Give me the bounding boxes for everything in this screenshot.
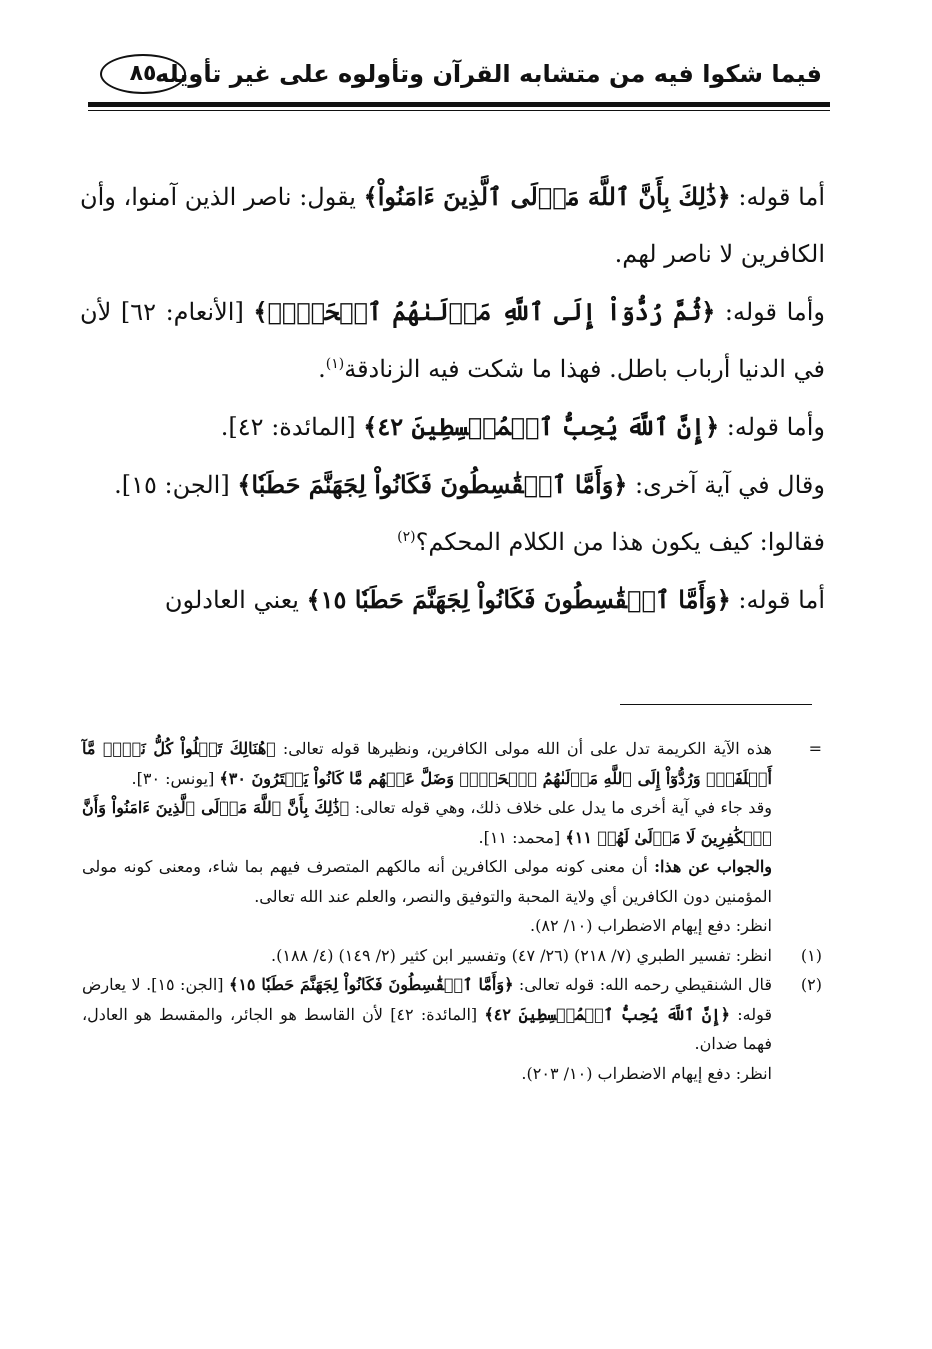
quran-quote: ﴿وَأَمَّا ٱلۡقَٰسِطُونَ فَكَانُواْ لِجَهَنَّمَ حَطَبٗا﴾ — [237, 470, 628, 499]
footnote-reference[interactable]: (٢) — [397, 529, 416, 545]
text-run: وقال في آية آخرى: — [627, 471, 825, 499]
body-paragraph — [80, 514, 825, 571]
text-run: انظر: دفع إيهام الاضطراب (١٠/ ٨٢). — [530, 916, 772, 935]
text-run: . — [318, 355, 326, 383]
running-title: فيما شكوا فيه من متشابه القرآن وتأولوه على غير تأويله — [155, 60, 822, 88]
header-rule-thin — [88, 110, 830, 111]
footnote-continuation — [82, 911, 822, 941]
text-run: أما قوله: — [730, 586, 825, 614]
footnote-continuation — [82, 793, 822, 852]
text-run: انظر: دفع إيهام الاضطراب (١٠/ ٢٠٣). — [521, 1063, 772, 1083]
text-run: فقالوا: كيف يكون هذا من الكلام المحكم؟ — [415, 528, 825, 556]
quran-quote: ﴿وَأَمَّا ٱلۡقَٰسِطُونَ فَكَانُواْ لِجَهَنَّمَ حَطَبٗا ١٥﴾ — [306, 585, 731, 614]
text-run: أما قوله: — [730, 183, 826, 211]
body-paragraph — [80, 168, 825, 283]
footnotes — [82, 734, 822, 1088]
text-run: [المائدة: ٤٢]. — [220, 413, 364, 441]
footnote-continuation — [82, 734, 822, 793]
footnote — [82, 941, 822, 971]
continuation-marker: = — [808, 739, 822, 758]
footnote-marker: (٢) — [800, 975, 822, 994]
text-run: [الجن: ١٥]. لا يعارض قوله: — [82, 975, 773, 1024]
footnote-reference[interactable]: (١) — [325, 356, 345, 372]
quran-quote: ﴿وَأَمَّا ٱلۡقَٰسِطُونَ فَكَانُواْ لِجَهَنَّمَ حَطَبٗا ١٥﴾ — [228, 975, 514, 994]
footnote — [82, 1059, 822, 1089]
text-run: انظر: تفسير الطبري (٧/ ٢١٨) (٢٦/ ٤٧) وتفسير ابن كثير (٢/ ١٤٩) (٤/ ١٨٨). — [271, 945, 772, 965]
body-paragraph — [80, 398, 825, 456]
text-run: أن معنى كونه مولى الكافرين أنه مالكهم المتصرف فيهم بما شاء، ومعنى كونه مولى المؤمنين دون الكافرين أي ولاية المحبة والتوفيق والنصر، والعلم عند الله تعالى. — [82, 857, 772, 906]
body-paragraph — [80, 456, 825, 514]
quran-quote: ﴿إِنَّ ٱللَّهَ يُحِبُّ ٱلۡمُقۡسِطِينَ ٤٢﴾ — [363, 412, 720, 441]
main-text — [80, 168, 825, 629]
footnote-continuation — [82, 852, 822, 911]
page-number: ٨٥ — [100, 54, 186, 94]
body-paragraph — [80, 283, 825, 398]
text-run: [محمد: ١١]. — [478, 827, 566, 847]
text-run: [الأنعام: ٦٢] لأن في الدنيا أرباب باطل. فهذا ما شكت فيه الزنادقة — [80, 298, 825, 383]
body-paragraph — [80, 571, 825, 629]
text-run: وأما قوله: — [715, 298, 826, 326]
quran-quote: ﴿ذَٰلِكَ بِأَنَّ ٱللَّهَ مَوۡلَى ٱلَّذِينَ ءَامَنُواْ﴾ — [363, 182, 731, 211]
header-rule-thick — [88, 102, 830, 107]
quran-quote: ﴿ذَٰلِكَ بِأَنَّ ٱللَّهَ مَوۡلَى ٱلَّذِينَ ءَامَنُواْ وَأَنَّ ٱلۡكَٰفِرِينَ لَا مَوۡلَىٰ لَهُمۡ ١١﴾ — [82, 798, 772, 847]
quran-quote: والجواب عن هذا: — [654, 857, 773, 876]
footnote-marker: (١) — [800, 945, 822, 965]
quran-quote: ﴿هُنَالِكَ تَبۡلُواْ كُلُّ نَفۡسٖ مَّآ أَسۡلَفَتۡۚ وَرُدُّوٓاْ إِلَى ٱللَّهِ مَوۡلَىٰهُمُ ٱلۡحَقِّۖ وَضَلَّ عَنۡهُم مَّا كَانُواْ يَفۡتَرُونَ ٣٠﴾ — [82, 739, 772, 788]
page-header — [88, 52, 830, 112]
text-run: [يونس: ٣٠]. — [131, 768, 220, 788]
text-run: يعني العادلون — [164, 586, 307, 614]
footnote-separator — [620, 704, 812, 705]
quran-quote: ﴿ثُمَّ رُدُّوٓاْ إِلَى ٱللَّهِ مَوۡلَىٰهُمُ ٱلۡحَقِّۚ﴾ — [253, 297, 716, 326]
text-run: يقول: ناصر الذين آمنوا، وأن الكافرين لا ناصر لهم. — [80, 183, 825, 268]
text-run: قال الشنقيطي رحمه الله: قوله تعالى: — [513, 975, 773, 994]
text-run: وقد جاء في آية أخرى ما يدل على خلاف ذلك، وهي قوله تعالى: — [349, 798, 772, 817]
text-run: هذه الآية الكريمة تدل على أن الله مولى الكافرين، ونظيرها قوله تعالى: — [275, 739, 772, 758]
text-run: [الجن: ١٥]. — [114, 471, 238, 499]
footnote — [82, 970, 822, 1059]
quran-quote: ﴿إِنَّ ٱللَّهَ يُحِبُّ ٱلۡمُقۡسِطِينَ ٤٢﴾ — [484, 1004, 731, 1024]
text-run: وأما قوله: — [719, 413, 825, 441]
text-run: [المائدة: ٤٢] لأن القاسط هو الجائر، والمقسط هو العادل، فهما ضدان. — [82, 1004, 772, 1053]
